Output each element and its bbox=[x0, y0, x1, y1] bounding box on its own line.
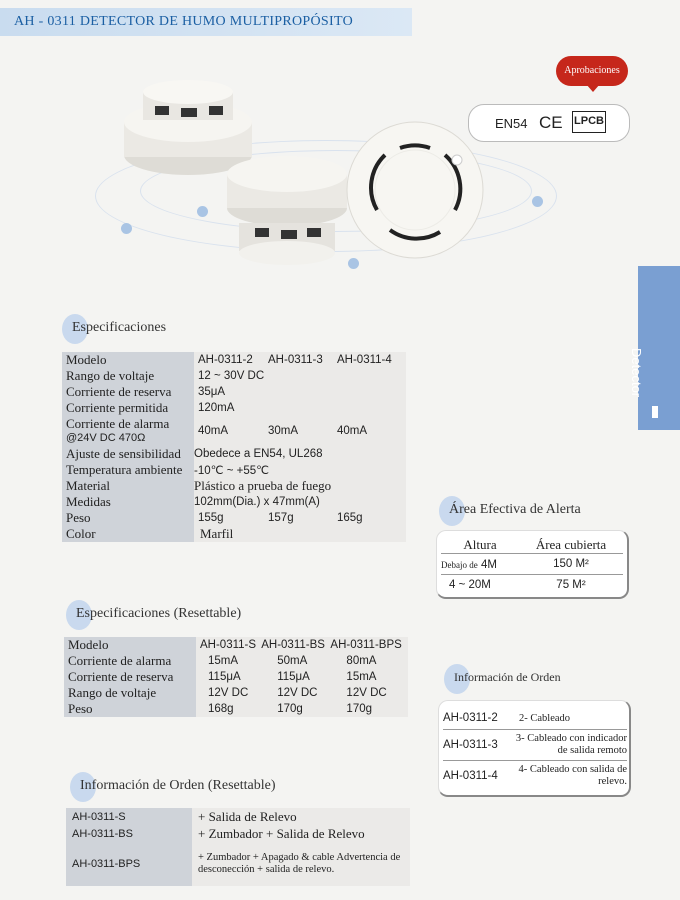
detector-front-view bbox=[347, 122, 483, 258]
spec-key: Ajuste de sensibilidad bbox=[62, 446, 194, 462]
table-row bbox=[443, 730, 627, 761]
spec-value: 102mm(Dia.) x 47mm(A) bbox=[194, 494, 406, 510]
spec-value: 15mA bbox=[196, 653, 261, 669]
order-reset-heading: Información de Orden (Resettable) bbox=[80, 778, 276, 794]
order-box bbox=[438, 700, 631, 797]
spec-reset-heading: Especificaciones (Resettable) bbox=[76, 606, 241, 622]
spec-value: -10℃ ~ +55℃ bbox=[194, 462, 406, 478]
spec-table bbox=[62, 352, 406, 542]
table-row bbox=[443, 761, 627, 792]
spec-value: Marfil bbox=[194, 526, 406, 542]
table-row bbox=[62, 494, 406, 510]
spec-key: Corriente de reserva bbox=[64, 669, 196, 685]
spec-value: 15mA bbox=[330, 669, 408, 685]
order-heading: Información de Orden bbox=[454, 670, 561, 685]
ce-mark: CE bbox=[539, 113, 563, 132]
table-row bbox=[62, 526, 406, 542]
spec-key: Modelo bbox=[64, 637, 196, 653]
spec-value: 12V DC bbox=[196, 685, 261, 701]
table-row bbox=[64, 653, 408, 669]
table-row bbox=[64, 685, 408, 701]
spec-key: Rango de voltaje bbox=[62, 368, 194, 384]
spec-value: 40mA bbox=[194, 416, 268, 446]
spec-value: AH-0311-3 bbox=[268, 352, 337, 368]
spec-value: 165g bbox=[337, 510, 406, 526]
table-row bbox=[441, 537, 623, 554]
spec-value: 35μA bbox=[194, 384, 406, 400]
table-row bbox=[62, 416, 406, 446]
title-bar bbox=[0, 8, 412, 36]
spec-key: Medidas bbox=[62, 494, 194, 510]
area-cell: 75 M² bbox=[556, 579, 586, 591]
alert-area-heading: Área Efectiva de Alerta bbox=[449, 502, 581, 518]
order-code: AH-0311-S bbox=[66, 808, 192, 825]
spec-value: AH-0311-BS bbox=[261, 637, 330, 653]
spec-key: Modelo bbox=[62, 352, 194, 368]
order-description: 2- Cableado bbox=[505, 707, 627, 730]
spec-key: Corriente de reserva bbox=[62, 384, 194, 400]
order-description: + Zumbador + Apagado & cable Advertencia de desconección + salida de relevo. bbox=[192, 842, 410, 886]
order-description: 4- Cableado con salida de relevo. bbox=[518, 764, 627, 787]
spec-value: AH-0311-S bbox=[196, 637, 261, 653]
spec-value: 12V DC bbox=[330, 685, 408, 701]
table-row bbox=[441, 575, 623, 596]
spec-value: AH-0311-4 bbox=[337, 352, 406, 368]
spec-value: 12V DC bbox=[261, 685, 330, 701]
order-code: AH-0311-2 bbox=[443, 707, 505, 730]
order-code: AH-0311-BPS bbox=[66, 842, 192, 886]
table-row bbox=[62, 352, 406, 368]
column-header: Área cubierta bbox=[519, 537, 623, 554]
certifications-box bbox=[468, 104, 630, 142]
detector-side-view bbox=[124, 80, 252, 175]
spec-key: Corriente de alarma bbox=[64, 653, 196, 669]
approvals-badge bbox=[556, 56, 628, 86]
spec-value: AH-0311-BPS bbox=[330, 637, 408, 653]
spec-key: Corriente permitida bbox=[62, 400, 194, 416]
order-reset-table bbox=[66, 808, 410, 886]
spec-key: Color bbox=[62, 526, 194, 542]
spec-value: Obedece a EN54, UL268 bbox=[194, 446, 406, 462]
table-row bbox=[62, 510, 406, 526]
altitude-cell: Debajo de 4M bbox=[441, 554, 519, 575]
alert-area-box bbox=[436, 530, 629, 599]
table-row bbox=[443, 707, 627, 730]
en54-mark: EN54 bbox=[495, 116, 528, 131]
spec-value: Plástico a prueba de fuego bbox=[194, 478, 406, 494]
spec-key: Peso bbox=[64, 701, 196, 717]
table-row bbox=[62, 446, 406, 462]
spec-value: 115μA bbox=[196, 669, 261, 685]
spec-key: Rango de voltaje bbox=[64, 685, 196, 701]
side-tab-marker bbox=[652, 406, 658, 418]
table-row bbox=[62, 384, 406, 400]
spec-heading: Especificaciones bbox=[72, 320, 166, 336]
area-cell: 150 M² bbox=[519, 554, 623, 575]
table-row bbox=[64, 669, 408, 685]
spec-key: Material bbox=[62, 478, 194, 494]
approvals-label: Aprobaciones bbox=[564, 65, 620, 76]
order-table bbox=[443, 707, 627, 791]
spec-value: 40mA bbox=[337, 416, 406, 446]
decorative-dot bbox=[532, 196, 543, 207]
spec-value: 80mA bbox=[330, 653, 408, 669]
order-description: + Salida de Relevo bbox=[192, 808, 410, 825]
spec-value: 157g bbox=[268, 510, 337, 526]
alert-area-table bbox=[441, 537, 623, 595]
spec-value: 115μA bbox=[261, 669, 330, 685]
order-description: + Zumbador + Salida de Relevo bbox=[192, 825, 410, 842]
altitude-cell: 4 ~ 20M bbox=[449, 579, 491, 591]
spec-key: Corriente de alarma @24V DC 470Ω bbox=[62, 416, 194, 446]
spec-value: 120mA bbox=[194, 400, 406, 416]
order-code: AH-0311-4 bbox=[443, 770, 498, 782]
table-row bbox=[66, 825, 410, 842]
table-row bbox=[62, 400, 406, 416]
side-tab bbox=[629, 266, 680, 430]
column-header: Altura bbox=[441, 537, 519, 554]
spec-value: 12 ~ 30V DC bbox=[194, 368, 406, 384]
spec-key: Temperatura ambiente bbox=[62, 462, 194, 478]
order-code: AH-0311-3 bbox=[443, 730, 505, 761]
table-row bbox=[64, 637, 408, 653]
spec-reset-table bbox=[64, 637, 408, 717]
spec-value: AH-0311-2 bbox=[194, 352, 268, 368]
spec-key: Peso bbox=[62, 510, 194, 526]
spec-value: 168g bbox=[196, 701, 261, 717]
product-image bbox=[115, 80, 505, 280]
order-description: 3- Cableado con indicador de salida remoto bbox=[505, 730, 627, 761]
table-row bbox=[64, 701, 408, 717]
spec-value: 50mA bbox=[261, 653, 330, 669]
page-title: AH - 0311 DETECTOR DE HUMO MULTIPROPÓSITO bbox=[14, 14, 353, 29]
lpcb-logo: LPCB bbox=[572, 111, 606, 133]
side-tab-label: Detector bbox=[629, 348, 644, 398]
order-code: AH-0311-BS bbox=[66, 825, 192, 842]
table-row bbox=[441, 554, 623, 575]
table-row bbox=[62, 368, 406, 384]
spec-value: 155g bbox=[194, 510, 268, 526]
detector-side-view-2 bbox=[227, 156, 347, 265]
spec-value: 170g bbox=[330, 701, 408, 717]
table-row bbox=[66, 808, 410, 825]
spec-value: 30mA bbox=[268, 416, 337, 446]
spec-value: 170g bbox=[261, 701, 330, 717]
table-row bbox=[66, 842, 410, 886]
table-row bbox=[62, 462, 406, 478]
table-row bbox=[62, 478, 406, 494]
